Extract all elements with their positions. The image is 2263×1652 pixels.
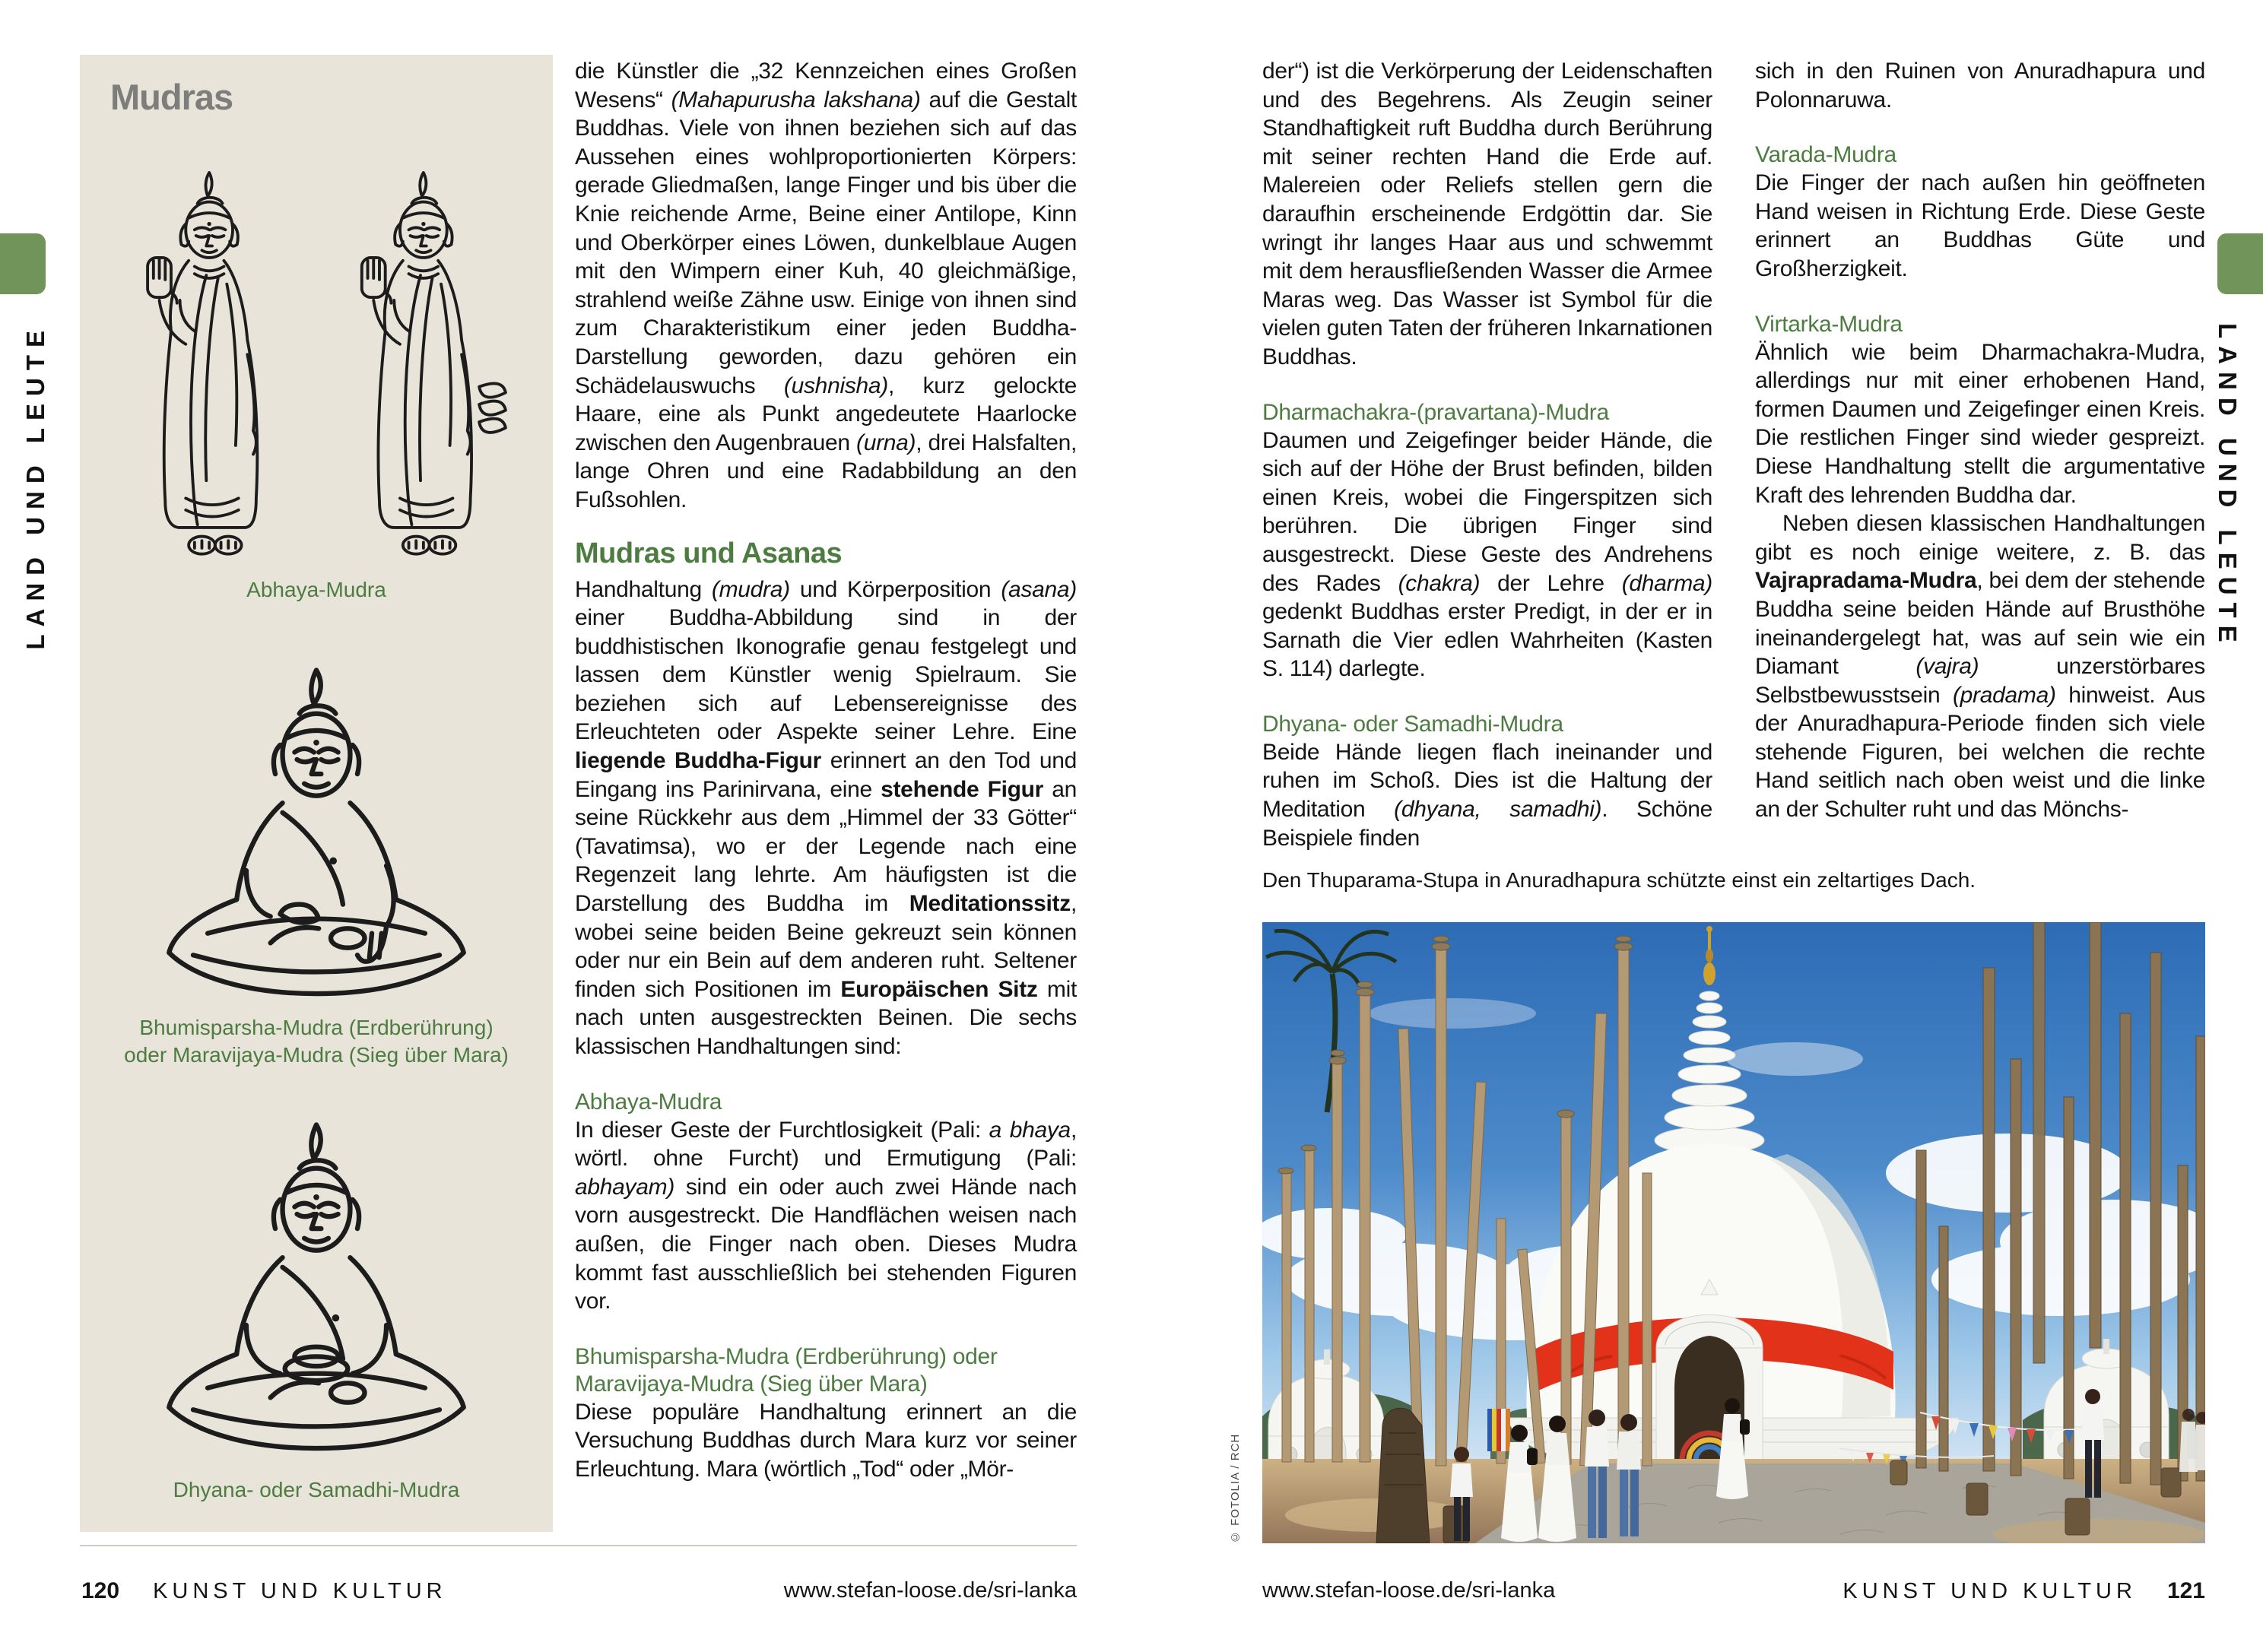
body-paragraph: der“) ist die Verkörperung der Leidenschaften und des Begehrens. Als Zeugin seiner Standhaftigkeit ruft Buddha durch Berührung mit seiner rechten Hand die Erde auf. Malereien oder Reliefs stellen gern die daraufhin erscheinende Erdgöttin dar. Sie wringt ihr langes Haar aus und schwemmt mit dem herausfließenden Wasser die Armee Maras weg. Das Wasser ist Symbol für die vielen guten Taten der früheren Inkarnationen Buddhas. xyxy=(1262,59,1712,369)
figure-caption-dhyana: Dhyana- oder Samadhi-Mudra xyxy=(173,1478,460,1501)
page-number-left: 120 xyxy=(81,1578,120,1603)
mudras-sidebar-box xyxy=(80,55,553,1532)
body-paragraph: Neben diesen klassischen Handhaltungen gibt es noch einige weitere, z. B. das Vajrapradama-Mudra, bei dem der stehende Buddha seine beiden Hände auf Brusthöhe ineinandergelegt hat, was auf sein wie ein Diamant (vajra) unzerstörbares Selbstbewusstsein (pradama) hinweist. Aus der Anuradhapura-Periode finden sich viele stehende Figuren, bei welchen die rechte Hand seitlich nach oben weist und die linke an der Schulter ruht und das Mönchs- xyxy=(1755,511,2205,823)
text-column-2 xyxy=(1262,57,1712,852)
footer-url-right: www.stefan-loose.de/sri-lanka xyxy=(1262,1578,1556,1603)
footer-left xyxy=(81,1578,447,1604)
footer-rule xyxy=(80,1545,1077,1546)
body-paragraph: Ähnlich wie beim Dharmachakra-Mudra, allerdings nur mit einer erhobenen Hand, formen Daumen und Zeigefinger einen Kreis. Die restlichen Finger sind wieder gespreizt. Diese Handhaltung stellt die argumentative Kraft des lehrenden Buddha dar. xyxy=(1755,339,2205,508)
chapter-tab-left-label: LAND UND LEUTE xyxy=(21,323,49,650)
standing-buddha-illustration xyxy=(80,152,553,572)
subsection-heading: Varada-Mudra xyxy=(1755,142,1896,168)
subsection-heading: Bhumisparsha-Mudra (Erdberührung) oder Maravijaya-Mudra (Sieg über Mara) xyxy=(575,1343,998,1397)
text-column-3 xyxy=(1755,57,2205,824)
photo-caption: Den Thuparama-Stupa in Anuradhapura schützte einst ein zeltartiges Dach. xyxy=(1262,868,1976,892)
subsection-heading: Virtarka-Mudra xyxy=(1755,311,1903,337)
dhyana-buddha-illustration xyxy=(80,1118,553,1479)
text-column-1 xyxy=(575,57,1077,1484)
figure-caption-bhumisparsha-line2: oder Maravijaya-Mudra (Sieg über Mara) xyxy=(124,1043,509,1067)
body-paragraph: die Künstler die „32 Kennzeichen eines Großen Wesens“ (Mahapurusha lakshana) auf die Gestalt Buddhas. Viele von ihnen beziehen sich auf das Aussehen eines wohlproportionierten Körpers: gerade Gliedmaßen, lange Finger und bis über die Knie reichende Arme, Beine einer Antilope, Kinn und Oberkörper eines Löwen, dunkelblaue Augen mit den Wimpern einer Kuh, 40 gleichmäßige, strahlend weiße Zähne usw. Einige von ihnen sind zum Charakteristikum einer jeden Buddha-Darstellung geworden, dazu gehören ein Schädelauswuchs (ushnisha), kurz gelockte Haare, eine als Punkt angedeutete Haarlocke zwischen den Augenbrauen (urna), drei Halsfalten, lange Ohren und eine Radabbildung an den Fußsohlen. xyxy=(575,59,1077,512)
footer-url-left: www.stefan-loose.de/sri-lanka xyxy=(783,1578,1077,1603)
subsection-heading: Dharmachakra-(pravartana)-Mudra xyxy=(1262,399,1609,425)
figure-caption-abhaya: Abhaya-Mudra xyxy=(246,578,386,601)
section-title-right: KUNST UND KULTUR xyxy=(1842,1579,2137,1603)
section-heading: Mudras und Asanas xyxy=(575,537,843,569)
body-paragraph: Handhaltung (mudra) und Körperposition (asana) einer Buddha-Abbildung sind in der buddhistischen Ikonografie genau festgelegt und lassen dem Künstler wenig Spielraum. Sie beziehen sich auf Lebensereignisse des Erleuchteten oder Aspekte seiner Lehre. Eine liegende Buddha-Figur erinnert an den Tod und Eingang ins Parinirvana, eine stehende Figur an seine Rückkehr aus dem „Himmel der 33 Götter“ (Tavatimsa), wo er der Legende nach eine Regenzeit lang lehrte. Am häufigsten ist die Darstellung des Buddha im Meditationssitz, wobei seine beiden Beine gekreuzt sein können oder nur ein Bein auf dem anderen ruht. Seltener finden sich Positionen im Europäischen Sitz mit nach unten ausgestreckten Beinen. Die sechs klassischen Handhaltungen sind: xyxy=(575,576,1077,1059)
body-paragraph: Die Finger der nach außen hin geöffneten Hand weisen in Richtung Erde. Diese Geste erinnert an Buddhas Güte und Großherzigkeit. xyxy=(1755,170,2205,281)
chapter-tab-right xyxy=(2217,233,2263,294)
buddhist-flag xyxy=(1487,1409,1510,1451)
body-paragraph: Beide Hände liegen flach ineinander und ruhen im Schoß. Dies ist die Haltung der Meditation (dhyana, samadhi). Schöne Beispiele finden xyxy=(1262,739,1712,851)
body-paragraph: Diese populäre Handhaltung erinnert an die Versuchung Buddhas durch Mara kurz vor seiner Erleuchtung. Mara (wörtlich „Tod“ oder „Mör- xyxy=(575,1399,1077,1482)
chapter-tab-right-label: LAND UND LEUTE xyxy=(2214,323,2242,650)
subsection-heading: Abhaya-Mudra xyxy=(575,1089,722,1115)
body-paragraph: sich in den Ruinen von Anuradhapura und Polonnaruwa. xyxy=(1755,59,2205,113)
figure-caption-bhumisparsha-line1: Bhumisparsha-Mudra (Erdberührung) xyxy=(139,1016,494,1039)
bhumisparsha-buddha-illustration xyxy=(80,663,553,1024)
footer-right xyxy=(1842,1578,2205,1604)
page-number-right: 121 xyxy=(2166,1578,2205,1603)
photo-credit: © FOTOLIA / RCH xyxy=(1229,1433,1242,1543)
thuparama-stupa-photo xyxy=(1262,922,2205,1543)
sidebar-title: Mudras xyxy=(110,77,233,117)
subsection-heading: Dhyana- oder Samadhi-Mudra xyxy=(1262,711,1563,737)
section-title-left: KUNST UND KULTUR xyxy=(153,1579,447,1603)
chapter-tab-left xyxy=(0,233,46,294)
body-paragraph: In dieser Geste der Furchtlosigkeit (Pali: a bhaya, wörtl. ohne Furcht) und Ermutigung (Pali: abhayam) sind ein oder auch zwei Hände nach vorn ausgestreckt. Die Handflächen weisen nach außen, die Finger nach oben. Dieses Mudra kommt fast ausschließlich bei stehenden Figuren vor. xyxy=(575,1117,1077,1314)
body-paragraph: Daumen und Zeigefinger beider Hände, die sich auf der Höhe der Brust befinden, bilden einen Kreis, wobei die Fingerspitzen sich berühren. Die übrigen Finger sind ausgestreckt. Diese Geste des Andrehens des Rades (chakra) der Lehre (dharma) gedenkt Buddhas erster Predigt, in der er in Sarnath die Vier edlen Wahrheiten (Kasten S. 114) darlegte. xyxy=(1262,427,1712,682)
